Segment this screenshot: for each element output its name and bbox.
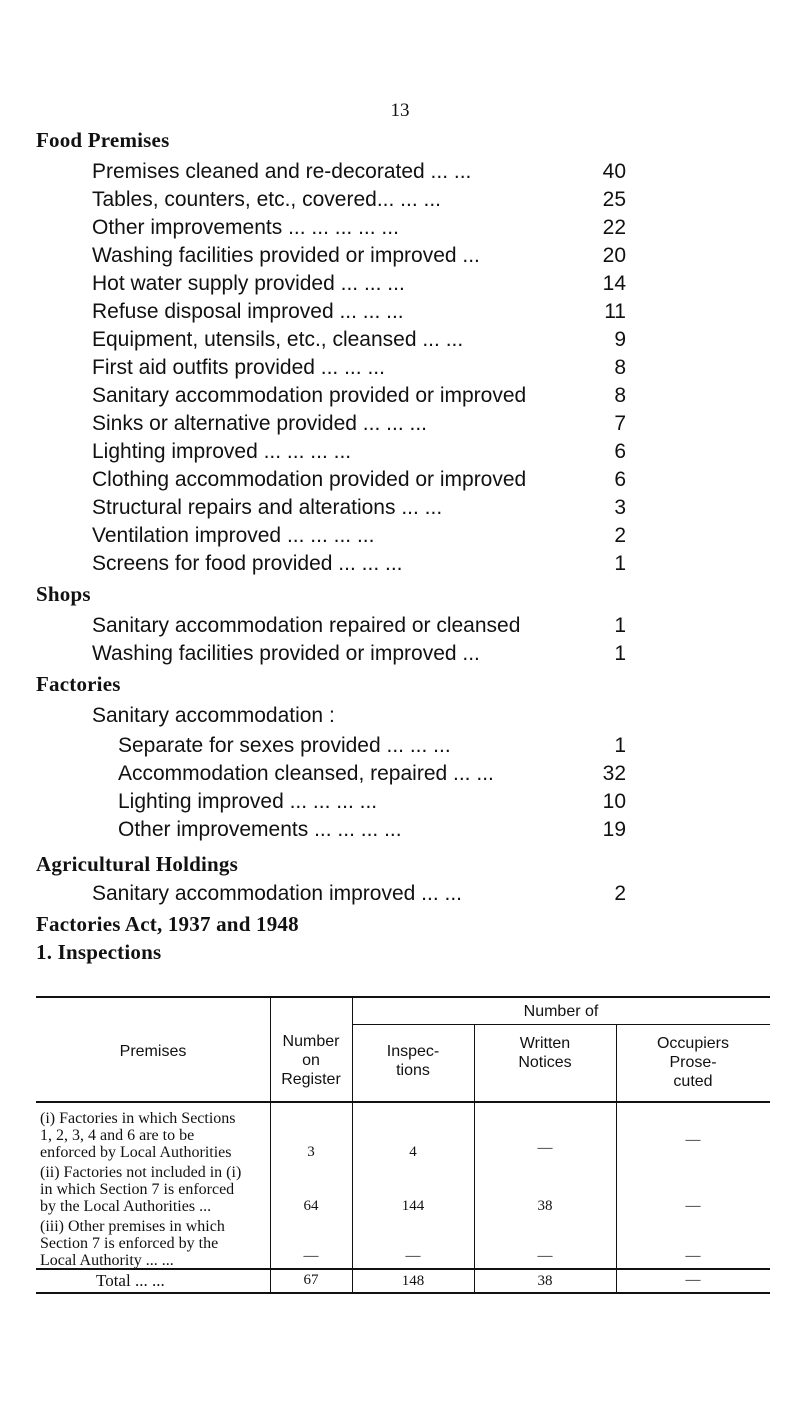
- table-top-rule: [36, 996, 770, 998]
- list-item: Sanitary accommodation repaired or cleansed 1: [92, 614, 626, 637]
- list-item: Sanitary accommodation improved ... ... 2: [92, 882, 626, 905]
- shops-heading: Shops: [36, 582, 91, 606]
- inspections-table: Premises Number on Register Number of Inspec- tions Written Notices Occupiers Prose- cuted (i) Factories in which Sections 1, 2, 3, 4 and 6 are to be enforced by Local Authorities 3 4 — — (ii) Factories not included in (i) in which Section 7 is enforced by the Local Authorities ... 64 144 38 — (iii) Other premises in which Section 7 is enforced by the Local Authority ... ... — — — — Total ... ... 67 148 38 —: [36, 996, 770, 1161]
- header-written-notices: Written Notices: [518, 1035, 572, 1071]
- list-item: Ventilation improved ... ... ... ... 2: [92, 524, 626, 547]
- list-item: Sinks or alternative provided ... ... ... 7: [92, 412, 626, 435]
- list-item: Hot water supply provided ... ... ... 14: [92, 272, 626, 295]
- header-number-of: Number of: [523, 1003, 599, 1020]
- list-item: Lighting improved ... ... ... ... 10: [118, 790, 626, 813]
- list-item: Premises cleaned and re-decorated ... ... 40: [92, 160, 626, 183]
- list-item: Other improvements ... ... ... ... 19: [118, 818, 626, 841]
- list-item: Structural repairs and alterations ... ... 3: [92, 496, 626, 519]
- table-bottom-rule: [36, 1292, 770, 1294]
- list-item: Washing facilities provided or improved ... 20: [92, 244, 626, 267]
- list-item: Other improvements ... ... ... ... ... 22: [92, 216, 626, 239]
- list-item: Clothing accommodation provided or improved 6: [92, 468, 626, 491]
- food-premises-heading: Food Premises: [36, 128, 170, 152]
- factories-heading: Factories: [36, 672, 121, 696]
- number-of-rule: [352, 1024, 770, 1025]
- factories-act-title: Factories Act, 1937 and 1948: [36, 912, 299, 936]
- list-item: Accommodation cleansed, repaired ... ... 32: [118, 762, 626, 785]
- header-register: Number on Register: [281, 1033, 341, 1088]
- list-item: Screens for food provided ... ... ... 1: [92, 552, 626, 575]
- header-inspections: Inspec- tions: [386, 1043, 440, 1079]
- header-premises: Premises: [119, 1043, 187, 1060]
- factories-subheading: Sanitary accommodation :: [92, 704, 335, 727]
- header-bottom-rule: [36, 1101, 770, 1103]
- inspections-subheading: 1. Inspections: [36, 940, 162, 964]
- list-item: Refuse disposal improved ... ... ... 11: [92, 300, 626, 323]
- list-item: Sanitary accommodation provided or improved 8: [92, 384, 626, 407]
- list-item: First aid outfits provided ... ... ... 8: [92, 356, 626, 379]
- list-item: Equipment, utensils, etc., cleansed ... ... 9: [92, 328, 626, 351]
- page-number: 13: [390, 100, 410, 121]
- list-item: Washing facilities provided or improved ... 1: [92, 642, 626, 665]
- header-occupiers-prosecuted: Occupiers Prose- cuted: [656, 1035, 730, 1090]
- list-item: Separate for sexes provided ... ... ... 1: [118, 734, 626, 757]
- list-item: Lighting improved ... ... ... ... 6: [92, 440, 626, 463]
- agricultural-holdings-heading: Agricultural Holdings: [36, 852, 238, 876]
- list-item: Tables, counters, etc., covered... ... ... 25: [92, 188, 626, 211]
